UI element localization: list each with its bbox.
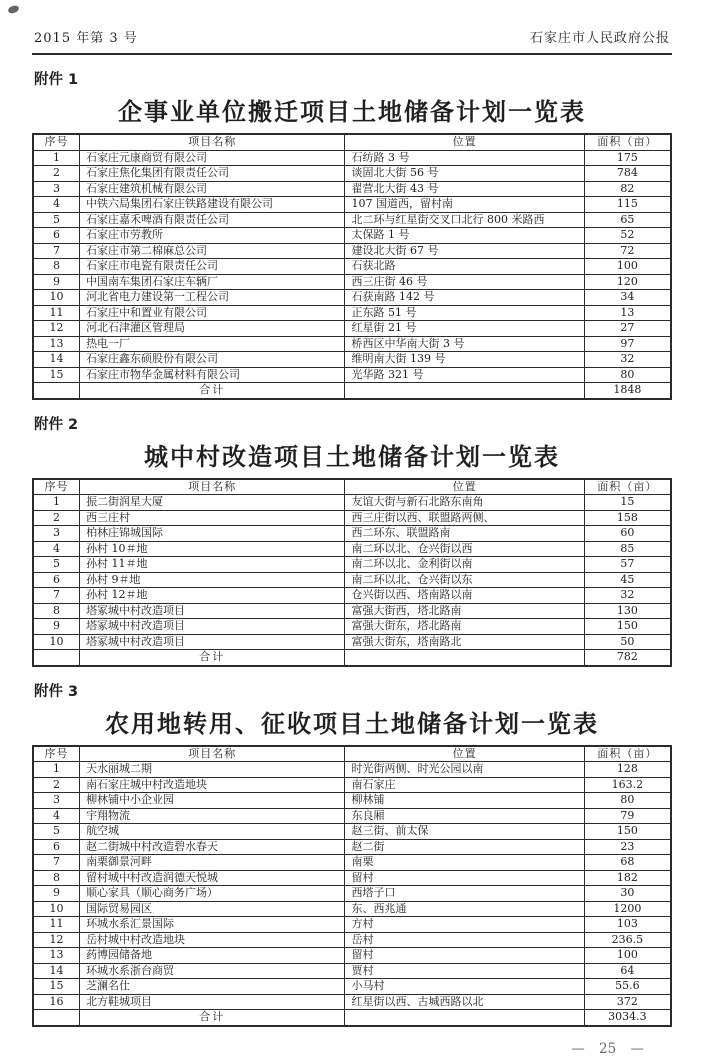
cell: 东良厢 — [345, 808, 584, 824]
cell: 太保路 1 号 — [345, 228, 584, 244]
cell: 158 — [584, 510, 671, 526]
cell: 64 — [584, 963, 671, 979]
table-row — [33, 979, 671, 995]
cell: 128 — [584, 762, 671, 778]
cell: 82 — [584, 181, 671, 197]
table-row — [33, 870, 671, 886]
cell: 赵三街、前太保 — [345, 824, 584, 840]
cell: 2 — [33, 777, 80, 793]
attachment-2-section — [32, 413, 672, 667]
cell: 石家庄中和置业有限公司 — [80, 305, 345, 321]
total-label: 合计 — [80, 383, 345, 399]
cell: 72 — [584, 243, 671, 259]
total-row — [33, 383, 671, 399]
cell: 80 — [584, 793, 671, 809]
table-row — [33, 212, 671, 228]
cell: 16 — [33, 994, 80, 1010]
cell: 石家庄市电瓷有限责任公司 — [80, 259, 345, 275]
cell: 7 — [33, 243, 80, 259]
cell: 163.2 — [584, 777, 671, 793]
cell: 东、西兆通 — [345, 901, 584, 917]
total-value: 782 — [584, 650, 671, 666]
total-label: 合计 — [80, 1010, 345, 1026]
cell-empty — [33, 650, 80, 666]
header-row — [33, 479, 671, 495]
column-header-index: 序号 — [33, 746, 80, 762]
cell-empty — [33, 1010, 80, 1026]
cell: 南石家庄城中村改造地块 — [80, 777, 345, 793]
cell: 西二环东、联盟路南 — [345, 526, 584, 542]
cell: 15 — [584, 495, 671, 511]
cell: 4 — [33, 541, 80, 557]
cell: 10 — [33, 901, 80, 917]
cell: 236.5 — [584, 932, 671, 948]
attachment-3-table — [32, 745, 672, 1027]
table-row — [33, 181, 671, 197]
cell: 3 — [33, 181, 80, 197]
total-row — [33, 1010, 671, 1026]
cell: 孙村 10＃地 — [80, 541, 345, 557]
cell: 12 — [33, 321, 80, 337]
cell: 小马村 — [345, 979, 584, 995]
cell: 北方鞋城项目 — [80, 994, 345, 1010]
cell: 8 — [33, 603, 80, 619]
table-row — [33, 963, 671, 979]
column-header-location: 位置 — [345, 746, 584, 762]
cell-empty — [345, 383, 584, 399]
table-row — [33, 541, 671, 557]
cell: 175 — [584, 150, 671, 166]
table-body — [33, 150, 671, 383]
cell: 柳林铺 — [345, 793, 584, 809]
table-row — [33, 150, 671, 166]
table-row — [33, 274, 671, 290]
cell: 孙村 12＃地 — [80, 588, 345, 604]
table-row — [33, 305, 671, 321]
attachment-3-section — [32, 680, 672, 1027]
cell: 西三庄街 46 号 — [345, 274, 584, 290]
cell: 石纺路 3 号 — [345, 150, 584, 166]
cell: 57 — [584, 557, 671, 573]
column-header-area: 面积（亩） — [584, 746, 671, 762]
cell: 红星街 21 号 — [345, 321, 584, 337]
cell: 14 — [33, 963, 80, 979]
table-row — [33, 572, 671, 588]
cell: 时光街两侧、时光公园以南 — [345, 762, 584, 778]
table-row — [33, 495, 671, 511]
cell: 30 — [584, 886, 671, 902]
cell: 5 — [33, 824, 80, 840]
cell: 热电一厂 — [80, 336, 345, 352]
table-row — [33, 557, 671, 573]
cell: 8 — [33, 870, 80, 886]
attachment-1-table — [32, 133, 672, 400]
cell: 翟营北大街 43 号 — [345, 181, 584, 197]
cell: 52 — [584, 228, 671, 244]
cell: 南石家庄 — [345, 777, 584, 793]
cell: 友谊大街与新石北路东南角 — [345, 495, 584, 511]
cell: 3 — [33, 526, 80, 542]
cell: 13 — [33, 948, 80, 964]
cell: 航空城 — [80, 824, 345, 840]
cell: 宇翔物流 — [80, 808, 345, 824]
cell: 石家庄元康商贸有限公司 — [80, 150, 345, 166]
cell: 国际贸易园区 — [80, 901, 345, 917]
column-header-location: 位置 — [345, 479, 584, 495]
table-row — [33, 321, 671, 337]
cell: 南栗 — [345, 855, 584, 871]
attachment-2-table — [32, 478, 672, 667]
attachment-2-title: 城中村改造项目土地储备计划一览表 — [144, 441, 560, 471]
column-header-area: 面积（亩） — [584, 479, 671, 495]
cell: 塔冢城中村改造项目 — [80, 603, 345, 619]
cell: 北二环与红星街交叉口北行 800 米路西 — [345, 212, 584, 228]
cell: 4 — [33, 808, 80, 824]
cell: 孙村 9＃地 — [80, 572, 345, 588]
cell: 维明南大街 139 号 — [345, 352, 584, 368]
table-row — [33, 336, 671, 352]
table-row — [33, 855, 671, 871]
table-row — [33, 526, 671, 542]
cell: 中铁六局集团石家庄铁路建设有限公司 — [80, 197, 345, 213]
attachment-1-label: 附件 1 — [34, 72, 79, 88]
cell-empty — [33, 383, 80, 399]
cell: 1200 — [584, 901, 671, 917]
cell: 150 — [584, 824, 671, 840]
table-row — [33, 243, 671, 259]
table-row — [33, 901, 671, 917]
cell: 6 — [33, 228, 80, 244]
cell: 仓兴街以西、塔南路以南 — [345, 588, 584, 604]
cell: 柳林铺中小企业园 — [80, 793, 345, 809]
attachment-2-label: 附件 2 — [34, 416, 79, 433]
cell: 9 — [33, 619, 80, 635]
cell: 岳村 — [345, 932, 584, 948]
cell: 环城水系浙台商贸 — [80, 963, 345, 979]
cell: 103 — [584, 917, 671, 933]
cell: 西三庄街以西、联盟路两侧、 — [345, 510, 584, 526]
cell: 13 — [584, 305, 671, 321]
cell: 石家庄市物华金属材料有限公司 — [80, 367, 345, 383]
cell: 100 — [584, 948, 671, 964]
table-row — [33, 166, 671, 182]
cell: 河北省电力建设第一工程公司 — [80, 290, 345, 306]
cell: 留村城中村改造润德天悦城 — [80, 870, 345, 886]
cell: 11 — [33, 305, 80, 321]
cell: 9 — [33, 886, 80, 902]
attachment-1-section — [32, 68, 672, 400]
total-label: 合计 — [80, 650, 345, 666]
table-row — [33, 917, 671, 933]
cell: 9 — [33, 274, 80, 290]
cell: 7 — [33, 588, 80, 604]
cell: 南二环以北、仓兴街以西 — [345, 541, 584, 557]
cell: 柏林庄锦城国际 — [80, 526, 345, 542]
cell: 塔冢城中村改造项目 — [80, 619, 345, 635]
column-header-area: 面积（亩） — [584, 134, 671, 150]
table-row — [33, 352, 671, 368]
attachment-1-title: 企事业单位搬迁项目土地储备计划一览表 — [118, 97, 586, 126]
table-row — [33, 886, 671, 902]
table-row — [33, 777, 671, 793]
table-row — [33, 603, 671, 619]
cell: 27 — [584, 321, 671, 337]
cell: 5 — [33, 557, 80, 573]
cell: 留村 — [345, 948, 584, 964]
table-row — [33, 932, 671, 948]
table-row — [33, 228, 671, 244]
cell: 130 — [584, 603, 671, 619]
cell: 3 — [33, 793, 80, 809]
header-row — [33, 134, 671, 150]
issue-number: 2015 年第 3 号 — [34, 31, 138, 46]
cell: 13 — [33, 336, 80, 352]
total-row — [33, 650, 671, 666]
cell: 孙村 11＃地 — [80, 557, 345, 573]
cell: 120 — [584, 274, 671, 290]
table-row — [33, 367, 671, 383]
cell: 107 国道西，留村南 — [345, 197, 584, 213]
cell: 南二环以北、仓兴街以东 — [345, 572, 584, 588]
cell: 7 — [33, 855, 80, 871]
cell: 富强大街西，塔北路南 — [345, 603, 584, 619]
column-header-location: 位置 — [345, 134, 584, 150]
cell: 赵二街城中村改造碧水春天 — [80, 839, 345, 855]
cell: 372 — [584, 994, 671, 1010]
cell: 贾村 — [345, 963, 584, 979]
table-row — [33, 762, 671, 778]
cell: 12 — [33, 932, 80, 948]
cell: 石家庄嘉禾啤酒有限责任公司 — [80, 212, 345, 228]
cell: 方村 — [345, 917, 584, 933]
cell: 100 — [584, 259, 671, 275]
cell: 正东路 51 号 — [345, 305, 584, 321]
cell: 6 — [33, 572, 80, 588]
table-row — [33, 619, 671, 635]
cell-empty — [345, 1010, 584, 1026]
cell: 15 — [33, 367, 80, 383]
cell: 谈固北大街 56 号 — [345, 166, 584, 182]
table-row — [33, 808, 671, 824]
cell-empty — [345, 650, 584, 666]
column-header-project: 项目名称 — [80, 479, 345, 495]
cell: 光华路 321 号 — [345, 367, 584, 383]
cell: 10 — [33, 634, 80, 650]
cell: 1 — [33, 495, 80, 511]
table-row — [33, 510, 671, 526]
cell: 115 — [584, 197, 671, 213]
cell: 79 — [584, 808, 671, 824]
cell: 784 — [584, 166, 671, 182]
column-header-index: 序号 — [33, 134, 80, 150]
cell: 10 — [33, 290, 80, 306]
cell: 32 — [584, 352, 671, 368]
cell: 1 — [33, 150, 80, 166]
cell: 80 — [584, 367, 671, 383]
table-body — [33, 762, 671, 1010]
page-number: — 25 — — [571, 1040, 644, 1057]
table-row — [33, 994, 671, 1010]
cell: 河北石津灌区管理局 — [80, 321, 345, 337]
cell: 97 — [584, 336, 671, 352]
page-footer — [32, 1041, 672, 1057]
cell: 6 — [33, 839, 80, 855]
table-row — [33, 259, 671, 275]
cell: 天水丽城二期 — [80, 762, 345, 778]
cell: 石家庄市劳教所 — [80, 228, 345, 244]
cell: 桥西区中华南大街 3 号 — [345, 336, 584, 352]
cell: 石获北路 — [345, 259, 584, 275]
cell: 南栗御景河畔 — [80, 855, 345, 871]
cell: 岳村城中村改造地块 — [80, 932, 345, 948]
cell: 34 — [584, 290, 671, 306]
column-header-project: 项目名称 — [80, 746, 345, 762]
cell: 5 — [33, 212, 80, 228]
page-header — [32, 0, 672, 55]
cell: 留村 — [345, 870, 584, 886]
table-row — [33, 793, 671, 809]
cell: 45 — [584, 572, 671, 588]
cell: 石家庄鑫东硕股份有限公司 — [80, 352, 345, 368]
cell: 50 — [584, 634, 671, 650]
cell: 15 — [33, 979, 80, 995]
cell: 85 — [584, 541, 671, 557]
cell: 65 — [584, 212, 671, 228]
cell: 塔冢城中村改造项目 — [80, 634, 345, 650]
cell: 建设北大街 67 号 — [345, 243, 584, 259]
column-header-index: 序号 — [33, 479, 80, 495]
cell: 振二街润星大厦 — [80, 495, 345, 511]
cell: 2 — [33, 510, 80, 526]
cell: 红星街以西、古城西路以北 — [345, 994, 584, 1010]
cell: 药博园储备地 — [80, 948, 345, 964]
cell: 顺心家具（顺心商务广场） — [80, 886, 345, 902]
cell: 石家庄市第二棉麻总公司 — [80, 243, 345, 259]
cell: 11 — [33, 917, 80, 933]
table-row — [33, 588, 671, 604]
gazette-title: 石家庄市人民政府公报 — [529, 31, 670, 46]
cell: 68 — [584, 855, 671, 871]
cell: 150 — [584, 619, 671, 635]
cell: 中国南车集团石家庄车辆厂 — [80, 274, 345, 290]
cell: 8 — [33, 259, 80, 275]
table-row — [33, 197, 671, 213]
attachment-3-label: 附件 3 — [34, 683, 79, 700]
cell: 1 — [33, 762, 80, 778]
cell: 2 — [33, 166, 80, 182]
cell: 芝澜名仕 — [80, 979, 345, 995]
cell: 55.6 — [584, 979, 671, 995]
table-row — [33, 824, 671, 840]
table-body — [33, 495, 671, 650]
cell: 富强大街东，塔北路南 — [345, 619, 584, 635]
cell: 石家庄焦化集团有限责任公司 — [80, 166, 345, 182]
cell: 西塔子口 — [345, 886, 584, 902]
cell: 西三庄村 — [80, 510, 345, 526]
table-row — [33, 290, 671, 306]
table-row — [33, 839, 671, 855]
cell: 石获南路 142 号 — [345, 290, 584, 306]
cell: 14 — [33, 352, 80, 368]
total-value: 1848 — [584, 383, 671, 399]
header-row — [33, 746, 671, 762]
attachment-3-title: 农用地转用、征收项目土地储备计划一览表 — [105, 708, 599, 738]
total-value: 3034.3 — [584, 1010, 671, 1026]
table-row — [33, 948, 671, 964]
cell: 南二环以北、金利街以南 — [345, 557, 584, 573]
table-row — [33, 634, 671, 650]
cell: 182 — [584, 870, 671, 886]
cell: 32 — [584, 588, 671, 604]
cell: 4 — [33, 197, 80, 213]
cell: 60 — [584, 526, 671, 542]
cell: 赵二街 — [345, 839, 584, 855]
cell: 石家庄建筑机械有限公司 — [80, 181, 345, 197]
cell: 23 — [584, 839, 671, 855]
cell: 环城水系汇景国际 — [80, 917, 345, 933]
scan-artifact — [7, 5, 19, 15]
column-header-project: 项目名称 — [80, 134, 345, 150]
cell: 富强大街东，塔南路北 — [345, 634, 584, 650]
